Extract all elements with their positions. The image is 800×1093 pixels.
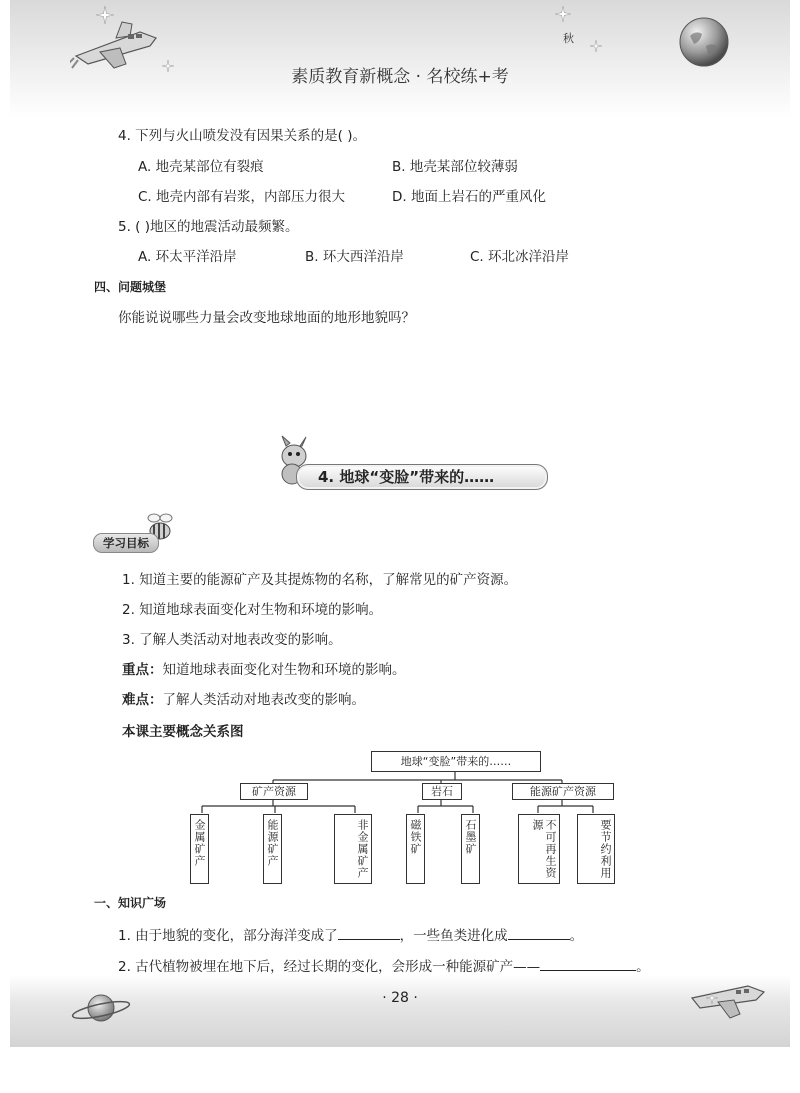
key-point-label: 重点： [122, 662, 163, 678]
concept-leaf: 石墨矿 [461, 814, 480, 884]
concept-map-title: 本课主要概念关系图 [122, 724, 244, 740]
option-a: A. 地壳某部位有裂痕 [138, 159, 264, 175]
section-heading: 四、问题城堡 [94, 280, 167, 294]
goal-item: 2. 知道地球表面变化对生物和环境的影响。 [122, 602, 383, 618]
lesson-title: 4. 地球“变脸”带来的…… [318, 468, 495, 486]
concept-leaf: 能源矿产 [263, 814, 282, 884]
concept-group: 岩石 [422, 783, 462, 800]
difficult-point-text: 了解人类活动对地表改变的影响。 [162, 692, 365, 708]
concept-leaf: 不可再生资源 [518, 814, 560, 884]
concept-group: 矿产资源 [240, 783, 308, 800]
goal-item: 1. 知道主要的能源矿产及其提炼物的名称，了解常见的矿产资源。 [122, 572, 518, 588]
section-heading: 一、知识广场 [94, 896, 167, 910]
question-text: 2. 古代植物被埋在地下后，经过长期的变化，会形成一种能源矿产—— [118, 959, 541, 975]
learning-goals-badge: 学习目标 [93, 533, 159, 553]
key-point-text: 知道地球表面变化对生物和环境的影响。 [162, 662, 406, 678]
goal-item: 3. 了解人类活动对地表改变的影响。 [122, 632, 342, 648]
option-a: A. 环太平洋沿岸 [138, 249, 237, 265]
answer-blank[interactable] [338, 927, 400, 940]
difficult-point-label: 难点： [122, 692, 163, 708]
question-text: ，一些鱼类进化成 [399, 928, 508, 944]
fill-question-2 [118, 955, 650, 975]
page-number: · 28 · [382, 990, 418, 1006]
concept-root: 地球“变脸”带来的…… [371, 751, 541, 772]
question-5: 5. ( )地区的地震活动最频繁。 [118, 219, 299, 235]
concept-leaf: 非金属矿产 [334, 814, 372, 884]
option-c: C. 地壳内部有岩浆，内部压力很大 [138, 189, 346, 205]
question-text: 1. 由于地貌的变化，部分海洋变成了 [118, 928, 338, 944]
question-text: 。 [569, 928, 584, 944]
question-text: 。 [636, 959, 650, 975]
open-question: 你能说说哪些力量会改变地球地面的地形地貌吗？ [118, 310, 415, 326]
answer-blank[interactable] [540, 958, 636, 971]
concept-leaf: 金属矿产 [190, 814, 209, 884]
concept-group: 能源矿产资源 [512, 783, 614, 800]
season-label: 秋 [563, 32, 574, 45]
option-d: D. 地面上岩石的严重风化 [392, 189, 546, 205]
concept-leaf: 磁铁矿 [406, 814, 425, 884]
header-title: 素质教育新概念 · 名校练+考 [291, 67, 509, 87]
concept-leaf: 要节约利用 [577, 814, 615, 884]
question-4: 4. 下列与火山喷发没有因果关系的是( )。 [118, 128, 366, 144]
option-b: B. 环大西洋沿岸 [305, 249, 404, 265]
fill-question-1 [118, 924, 583, 944]
answer-blank[interactable] [508, 927, 570, 940]
option-c: C. 环北冰洋沿岸 [470, 249, 570, 265]
option-b: B. 地壳某部位较薄弱 [392, 159, 518, 175]
